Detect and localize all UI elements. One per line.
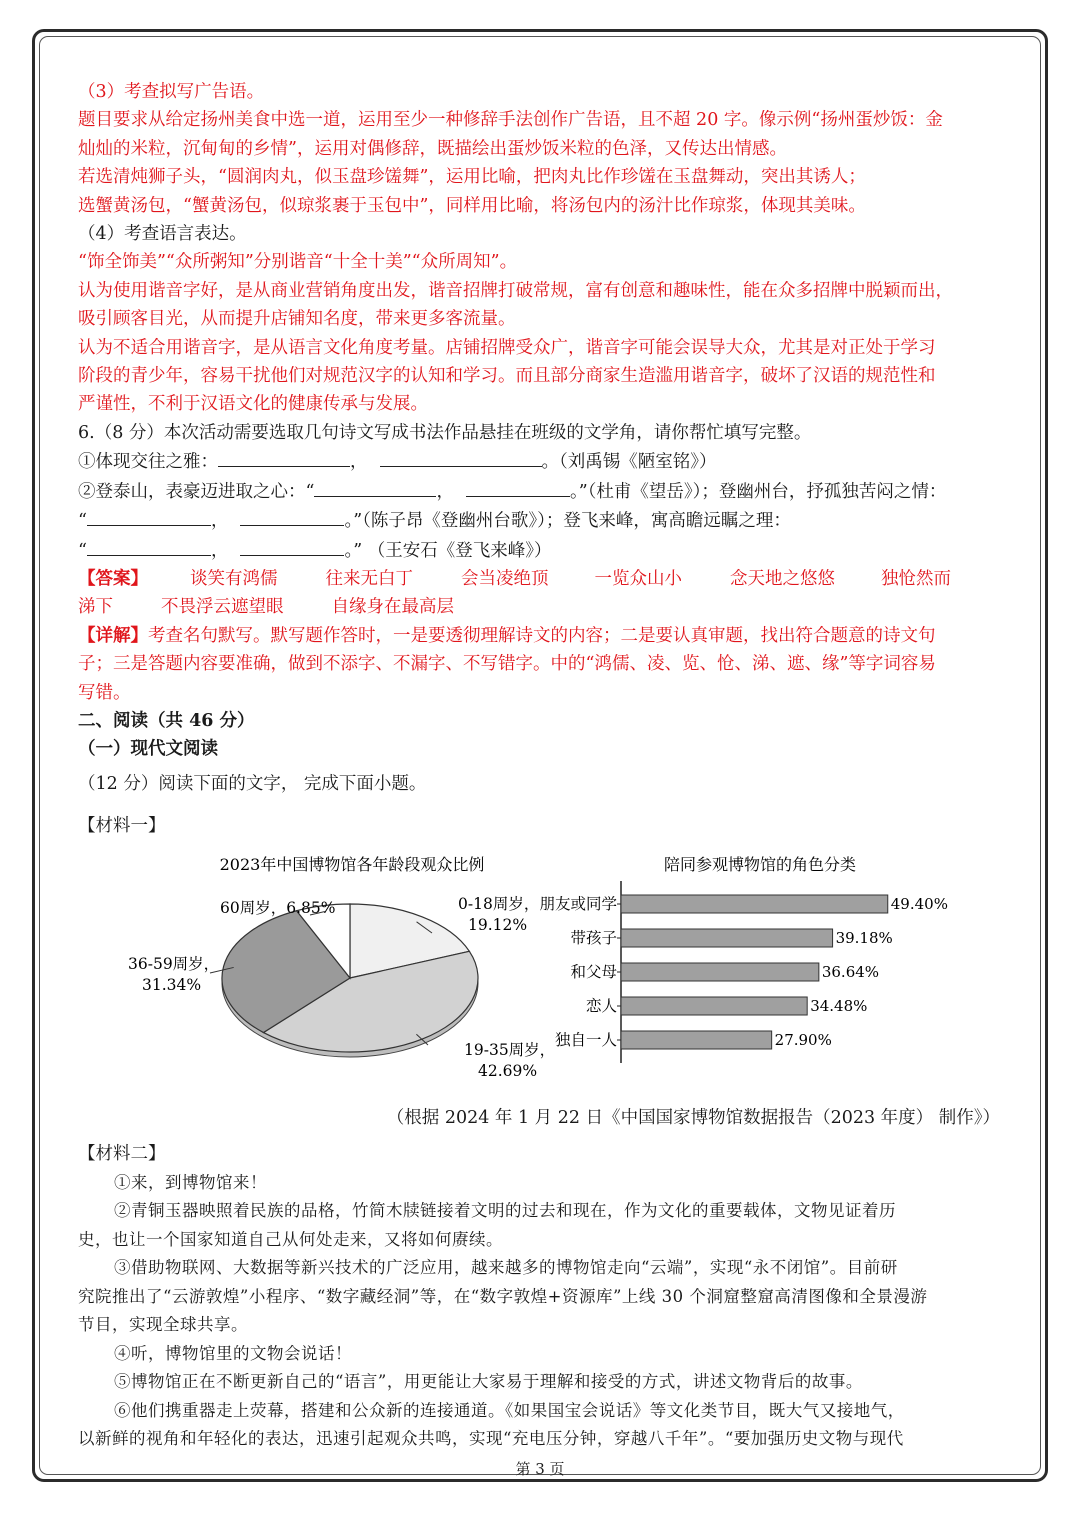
q6-line-3 — [78, 506, 1004, 535]
bar-category-label: 带孩子 — [570, 929, 617, 947]
q5-sub4-line: 严谨性，不利于汉语文化的健康传承与发展。 — [78, 394, 428, 415]
q5-sub3-line: 若选清炖狮子头，“圆润肉丸，似玉盘珍馐舞”，运用比喻，把肉丸比作珍馐在玉盘舞动，突出其诱人； — [78, 167, 866, 188]
q6-prompt: ①体现交往之雅： — [78, 452, 218, 473]
q5-sub3-line: 灿灿的米粒，沉甸甸的乡情”，运用对偶修辞，既描绘出蛋炒饭米粒的色泽，又传达出情感。 — [78, 138, 787, 159]
q6-source: 。”（陈子昂《登幽州台歌》）；登飞来峰，寓高瞻远瞩之理： — [344, 511, 791, 532]
q5-sub3-line: 选蟹黄汤包，“蟹黄汤包，似琼浆裹于玉包中”，同样用比喻，将汤包内的汤汁比作琼浆，体现其美味。 — [78, 195, 866, 216]
lower-content — [78, 1104, 1004, 1454]
bar — [621, 997, 807, 1015]
material-paragraph: ②青铜玉器映照着民族的品格，竹简木牍链接着文明的过去和现在，作为文化的重要载体，文物见证着历 — [114, 1201, 896, 1221]
pie-label: 0-18周岁， — [458, 895, 540, 913]
bar-value-label: 27.90% — [774, 1031, 832, 1049]
q5-sub4-line: 阶段的青少年，容易干扰他们对规范汉字的认知和学习。而且部分商家生造滥用谐音字，破坏了汉语的规范性和 — [78, 366, 936, 387]
bar — [621, 929, 833, 947]
answer-item: 念天地之悠悠 — [730, 568, 835, 589]
answer-item: 会当凌绝顶 — [461, 568, 549, 589]
answer-item: 不畏浮云遮望眼 — [161, 597, 284, 618]
page-content — [78, 78, 1004, 841]
answer-blank[interactable] — [314, 477, 436, 497]
detail-text: 考查名句默写。默写题作答时，一是要透彻理解诗文的内容；二是要认真审题，找出符合题意的诗文句 — [148, 625, 936, 646]
answer-blank[interactable] — [466, 477, 570, 497]
q6-punct: ， — [436, 481, 454, 502]
page-number: 第 3 页 — [515, 1460, 565, 1478]
answer-item: 谈笑有鸿儒 — [190, 568, 278, 589]
answer-item: 一览众山小 — [594, 568, 682, 589]
answer-blank[interactable] — [380, 447, 542, 467]
q6-line-1 — [78, 447, 1004, 476]
answer-blank[interactable] — [218, 447, 350, 467]
q6-detail-line: 写错。 — [78, 682, 131, 703]
detail-label: 【详解】 — [78, 625, 148, 646]
answer-blank[interactable] — [87, 506, 211, 526]
pie-value-label: 19.12% — [468, 916, 528, 934]
bar — [621, 1031, 772, 1049]
q6-line-2 — [78, 477, 1004, 506]
pie-value-label: 31.34% — [142, 976, 202, 994]
q5-sub4-line: 认为不适合用谐音字，是从语言文化角度考量。店铺招牌受众广，谐音字可能会误导大众，尤其是对正处于学习 — [78, 337, 936, 358]
q5-sub3-heading: （3）考查拟写广告语。 — [78, 82, 265, 102]
q6-detail — [78, 622, 1004, 650]
material-one-label: 【材料一】 — [78, 816, 166, 837]
q5-sub4-line: “饰全饰美”“众所粥知”分别谐音“十全十美”“众所周知”。 — [78, 252, 518, 273]
answer-blank[interactable] — [87, 536, 211, 556]
chart-source: （根据 2024 年 1 月 22 日《中国国家博物馆数据报告（2023 年度） 制作》） — [386, 1108, 1000, 1128]
bar-category-label: 独自一人 — [554, 1031, 617, 1049]
bar — [621, 895, 888, 913]
answer-item: 自缘身在最高层 — [331, 597, 454, 618]
pie-label: 36-59周岁， — [128, 955, 220, 973]
bar-category-label: 恋人 — [585, 997, 617, 1015]
q6-source: 。（刘禹锡《陋室铭》） — [541, 452, 717, 473]
material-paragraph: ④听，博物馆里的文物会说话！ — [114, 1343, 352, 1363]
material-paragraph: 以新鲜的视角和年轻化的表达，迅速引起观众共鸣，实现“充电压分钟，穿越八千年”。“要加强历史文物与现代 — [78, 1429, 904, 1449]
q6-detail-line: 子；三是答题内容要准确，做到不添字、不漏字、不写错字。中的“鸿儒、凌、览、怆、涕、遮、缘”等字词容易 — [78, 654, 936, 675]
pie-chart — [128, 845, 556, 1095]
q6-punct: ， — [210, 540, 229, 561]
pie-chart-svg — [128, 845, 556, 1095]
material-paragraph: ③借助物联网、大数据等新兴技术的广泛应用，越来越多的博物馆走向“云端”，实现“永不闭馆”。目前研 — [114, 1258, 898, 1278]
q5-sub4-heading: （4）考查语言表达。 — [78, 224, 247, 245]
answer-item: 往来无白丁 — [325, 568, 413, 589]
bar-chart-svg — [530, 845, 960, 1095]
q6-punct: ， — [350, 452, 368, 473]
q6-stem: 6.（8 分）本次活动需要选取几句诗文写成书法作品悬挂在班级的文学角，请你帮忙填写完整。 — [78, 422, 812, 443]
bar-value-label: 39.18% — [835, 929, 893, 947]
q6-source: 。” （王安石《登飞来峰》） — [344, 540, 552, 561]
answer-label: 【答案】 — [78, 568, 148, 589]
bar-value-label: 36.64% — [821, 963, 880, 981]
pie-label: 60周岁，6.85% — [220, 899, 336, 917]
material-paragraph: ⑤博物馆正在不断更新自己的“语言”，用更能让大家易于理解和接受的方式，讲述文物背后的故事。 — [114, 1372, 863, 1392]
answer-blank[interactable] — [240, 506, 344, 526]
pie-value-label: 42.69% — [478, 1062, 538, 1080]
answer-blank[interactable] — [240, 536, 344, 556]
section-title: 二、阅读（共 46 分） — [78, 710, 255, 731]
q6-prompt: ②登泰山，表豪迈进取之心：“ — [78, 481, 315, 502]
material-paragraph: ⑥他们携重器走上荧幕，搭建和公众新的连接通道。《如果国宝会说话》等文化类节目，既大气又接地气， — [114, 1400, 905, 1420]
material-paragraph: 究院推出了“云游敦煌”小程序、“数字藏经洞”等，在“数字敦煌+资源库”上线 30 个洞窟整窟高清图像和全景漫游 — [78, 1286, 928, 1306]
answer-item: 独怆然而 — [881, 568, 951, 589]
q6-answer-row — [78, 565, 1004, 593]
bar-value-label: 49.40% — [890, 895, 948, 913]
reading-intro: （12 分）阅读下面的文字， 完成下面小题。 — [78, 773, 427, 794]
q6-prompt: “ — [78, 540, 87, 561]
q5-sub3-line: 题目要求从给定扬州美食中选一道，运用至少一种修辞手法创作广告语，且不超 20 字。像示例“扬州蛋炒饭：金 — [78, 110, 943, 131]
bar-category-label: 朋友或同学 — [539, 895, 617, 913]
material-paragraph: ①来，到博物馆来！ — [114, 1172, 267, 1192]
bar-value-label: 34.48% — [810, 997, 868, 1015]
bar-chart — [530, 845, 960, 1095]
pie-label: 19-35周岁， — [464, 1041, 556, 1059]
q5-sub4-line: 吸引顾客目光，从而提升店铺知名度，带来更多客流量。 — [78, 309, 516, 330]
q6-source: 。”（杜甫《望岳》）；登幽州台，抒孤独苦闷之情： — [569, 481, 947, 502]
q5-sub4-line: 认为使用谐音字好，是从商业营销角度出发，谐音招牌打破常规，富有创意和趣味性，能在众多招牌中脱颖而出， — [78, 280, 953, 301]
q6-prompt: “ — [78, 511, 87, 532]
answer-item: 涕下 — [78, 597, 113, 618]
q6-line-4 — [78, 536, 1004, 565]
bar — [621, 963, 819, 981]
material-paragraph: 节目，实现全球共享。 — [78, 1315, 248, 1335]
bar-title: 陪同参观博物馆的角色分类 — [663, 855, 857, 874]
pie-title: 2023年中国博物馆各年龄段观众比例 — [219, 855, 485, 874]
material-two-label: 【材料二】 — [78, 1144, 166, 1165]
material-paragraph: 史，也让一个国家知道自己从何处走来，又将如何赓续。 — [78, 1229, 503, 1249]
bar-category-label: 和父母 — [570, 963, 617, 981]
q6-answer-row — [78, 593, 1004, 621]
q6-punct: ， — [210, 511, 229, 532]
section-subtitle: （一）现代文阅读 — [78, 739, 218, 760]
